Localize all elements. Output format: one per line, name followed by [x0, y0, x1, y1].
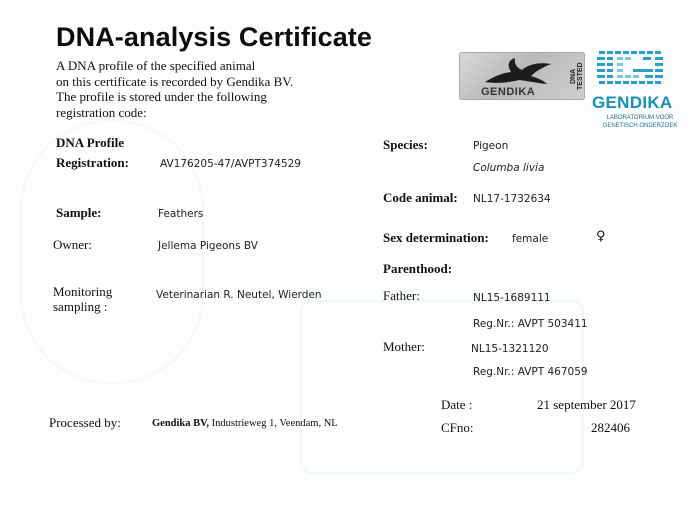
mother-reg-number: Reg.Nr.: AVPT 467059	[473, 366, 588, 378]
date-value: 21 september 2017	[537, 397, 636, 412]
mother-value: NL15-1321120	[471, 343, 549, 355]
father-reg-number: Reg.Nr.: AVPT 503411	[473, 318, 588, 330]
gendika-logo-subtitle	[595, 115, 685, 130]
logo-sub-line: LABORATORIUM VOOR	[606, 115, 674, 121]
father-value: NL15-1689111	[473, 292, 551, 304]
intro-line: registration code:	[56, 104, 147, 120]
cfno-label: CFno:	[441, 420, 474, 435]
code-animal-value: NL17-1732634	[473, 193, 551, 205]
processed-org: Gendika BV,	[152, 418, 209, 429]
cfno-value: 282406	[591, 420, 630, 435]
dna-tested-sticker	[459, 52, 585, 100]
registration-label: Registration:	[56, 155, 129, 170]
bird-icon	[481, 56, 559, 88]
species-value: Pigeon	[473, 140, 509, 152]
processed-by-label: Processed by:	[49, 415, 121, 430]
owner-label: Owner:	[53, 237, 92, 252]
sample-label: Sample:	[56, 205, 102, 220]
monitoring-label-cont: sampling :	[53, 299, 108, 314]
code-animal-label: Code animal:	[383, 190, 458, 205]
intro-line: A DNA profile of the specified animal	[56, 58, 256, 73]
intro-line: The profile is stored under the following	[56, 89, 267, 104]
sex-determination-label: Sex determination:	[383, 230, 489, 245]
processed-by-value	[152, 418, 338, 429]
species-latin: Columba livia	[473, 162, 545, 174]
gendika-logo-icon	[597, 47, 667, 91]
mother-label: Mother:	[383, 339, 425, 354]
gendika-logo-name: GENDIKA	[592, 93, 673, 112]
female-symbol-icon: ♀	[596, 229, 606, 244]
sample-value: Feathers	[158, 208, 204, 220]
sex-value: female	[512, 233, 549, 245]
father-label: Father:	[383, 288, 420, 303]
intro-line: on this certificate is recorded by Gendika BV.	[56, 73, 294, 89]
dna-profile-heading: DNA Profile	[56, 135, 124, 150]
processed-address: Industrieweg 1, Veendam, NL	[209, 418, 338, 429]
intro-text	[56, 58, 326, 120]
monitoring-label: Monitoring	[53, 284, 113, 299]
certificate-title: DNA-analysis Certificate	[56, 22, 373, 52]
date-label: Date :	[441, 397, 473, 412]
species-label: Species:	[383, 137, 428, 152]
logo-sub-line: GENETISCH ONDERZOEK	[602, 122, 678, 129]
parenthood-label: Parenthood:	[383, 261, 453, 276]
monitoring-value: Veterinarian R. Neutel, Wierden	[156, 289, 322, 301]
sticker-side-text: DNA TESTED	[570, 62, 584, 90]
registration-value: AV176205-47/AVPT374529	[160, 158, 301, 170]
owner-value: Jellema Pigeons BV	[158, 240, 258, 252]
sticker-brand: GENDIKA	[481, 86, 536, 98]
